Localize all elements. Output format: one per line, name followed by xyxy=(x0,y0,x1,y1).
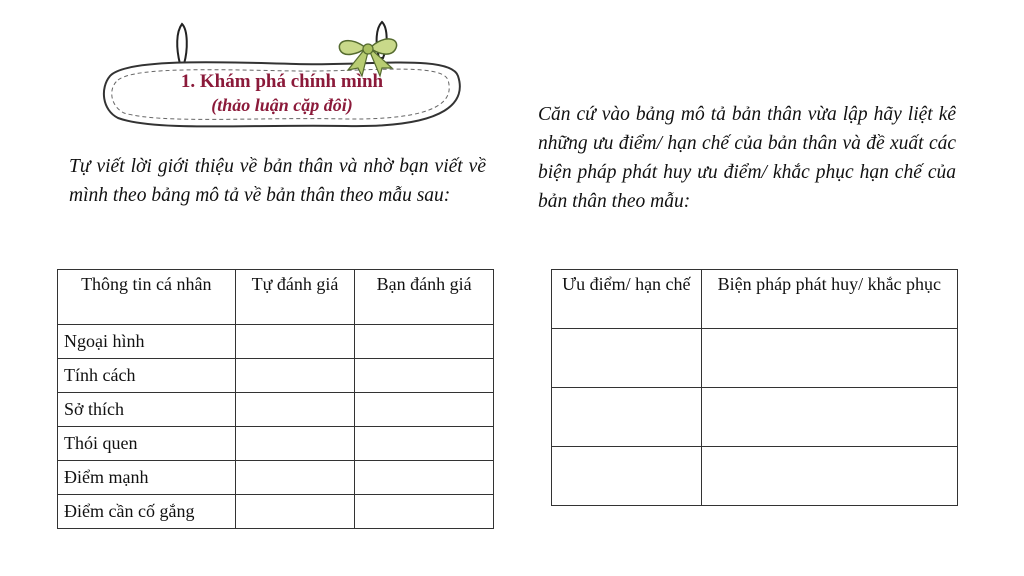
peer-eval-cell[interactable] xyxy=(355,495,494,529)
table-row xyxy=(58,359,494,393)
measure-cell[interactable] xyxy=(701,447,957,506)
self-eval-cell[interactable] xyxy=(235,495,355,529)
peer-eval-cell[interactable] xyxy=(355,359,494,393)
header-cell: Thông tin cá nhân xyxy=(58,270,236,325)
row-label: Ngoại hình xyxy=(58,325,236,359)
banner-subtitle: (thảo luận cặp đôi) xyxy=(211,95,353,115)
strength-weakness-cell[interactable] xyxy=(552,447,702,506)
self-eval-cell[interactable] xyxy=(235,359,355,393)
peer-eval-cell[interactable] xyxy=(355,461,494,495)
table-row xyxy=(58,461,494,495)
row-label: Sở thích xyxy=(58,393,236,427)
left-instruction: Tự viết lời giới thiệu về bản thân và nhờ bạn viết về mình theo bảng mô tả về bản thân theo mẫu sau: xyxy=(69,156,486,206)
header-cell: Tự đánh giá xyxy=(235,270,355,325)
measure-cell[interactable] xyxy=(701,388,957,447)
banner-title: 1. Khám phá chính mình xyxy=(180,71,384,92)
table-header-row xyxy=(58,270,494,325)
table-row xyxy=(552,329,958,388)
right-instruction: Căn cứ vào bảng mô tả bản thân vừa lập hãy liệt kê những ưu điểm/ hạn chế của bản thân và đề xuất các biện pháp phát huy ưu điểm/ khắc phục hạn chế của bản thân theo mẫu: xyxy=(538,104,956,212)
table-row xyxy=(58,393,494,427)
row-label: Điểm cần cố gắng xyxy=(58,495,236,529)
header-cell: Bạn đánh giá xyxy=(355,270,494,325)
peer-eval-cell[interactable] xyxy=(355,393,494,427)
self-eval-cell[interactable] xyxy=(235,325,355,359)
table-row xyxy=(58,325,494,359)
row-label: Điểm mạnh xyxy=(58,461,236,495)
header-cell: Ưu điểm/ hạn chế xyxy=(552,270,702,329)
header-cell: Biện pháp phát huy/ khắc phục xyxy=(701,270,957,329)
row-label: Thói quen xyxy=(58,427,236,461)
section-banner xyxy=(96,18,468,138)
peer-eval-cell[interactable] xyxy=(355,325,494,359)
table-row xyxy=(58,427,494,461)
self-eval-cell[interactable] xyxy=(235,427,355,461)
measure-cell[interactable] xyxy=(701,329,957,388)
table-header-row xyxy=(552,270,958,329)
table-row xyxy=(552,447,958,506)
self-assessment-table xyxy=(57,269,494,529)
self-eval-cell[interactable] xyxy=(235,393,355,427)
strength-weakness-cell[interactable] xyxy=(552,329,702,388)
table-row xyxy=(58,495,494,529)
self-eval-cell[interactable] xyxy=(235,461,355,495)
improvement-table xyxy=(551,269,958,506)
table-row xyxy=(552,388,958,447)
peer-eval-cell[interactable] xyxy=(355,427,494,461)
row-label: Tính cách xyxy=(58,359,236,393)
strength-weakness-cell[interactable] xyxy=(552,388,702,447)
